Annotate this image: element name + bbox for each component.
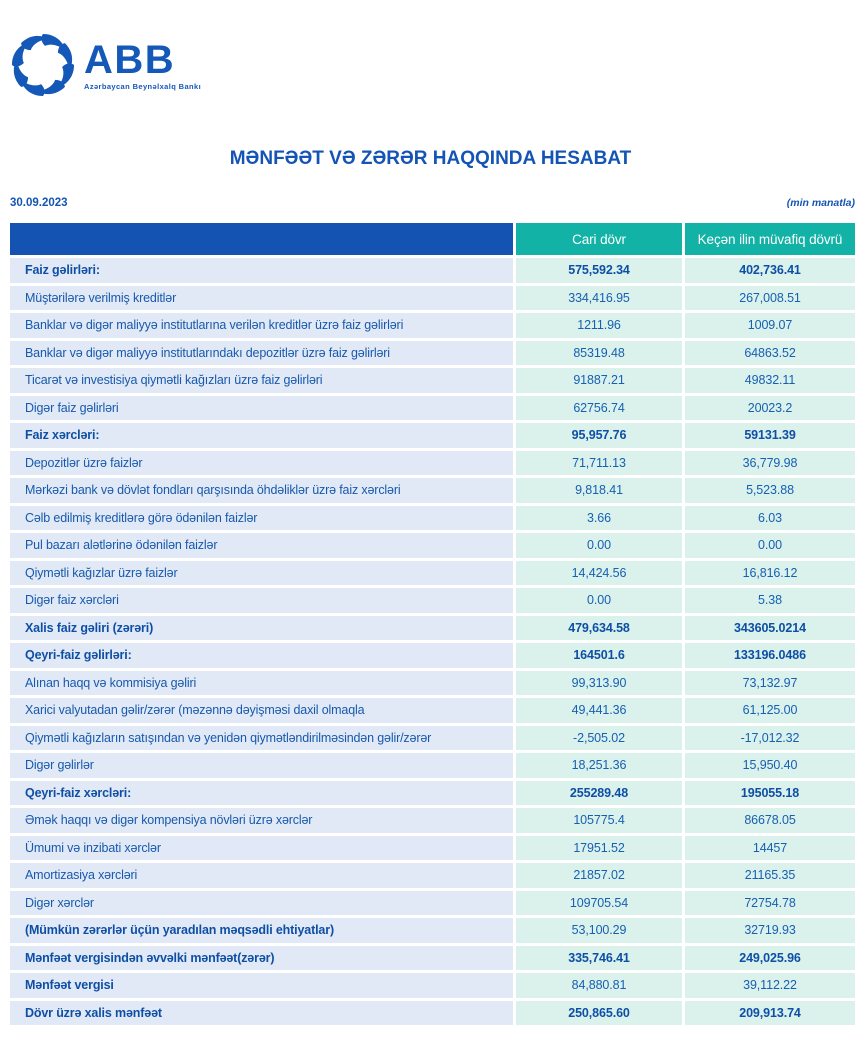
row-label: Dövr üzrə xalis mənfəət — [10, 1001, 513, 1026]
current-value-cell: 334,416.95 — [516, 286, 682, 311]
previous-value-cell: 0.00 — [685, 533, 855, 558]
table-row — [10, 698, 855, 723]
current-value-cell: 109705.54 — [516, 891, 682, 916]
table-row — [10, 753, 855, 778]
table-row — [10, 506, 855, 531]
previous-value-cell: 49832.11 — [685, 368, 855, 393]
current-value-cell: 99,313.90 — [516, 671, 682, 696]
previous-value-cell: 14457 — [685, 836, 855, 861]
table-row — [10, 671, 855, 696]
table-header-empty — [10, 223, 513, 255]
row-label: Depozitlər üzrə faizlər — [10, 451, 513, 476]
current-value-cell: 53,100.29 — [516, 918, 682, 943]
row-label: Qeyri-faiz xərcləri: — [10, 781, 513, 806]
column-header-current-period: Cari dövr — [516, 223, 682, 255]
row-label: Digər gəlirlər — [10, 753, 513, 778]
row-label: Alınan haqq və kommisiya gəliri — [10, 671, 513, 696]
previous-value-cell: 64863.52 — [685, 341, 855, 366]
previous-value-cell: 16,816.12 — [685, 561, 855, 586]
current-value-cell: 250,865.60 — [516, 1001, 682, 1026]
row-label: Ümumi və inzibati xərclər — [10, 836, 513, 861]
previous-value-cell: 59131.39 — [685, 423, 855, 448]
row-label: Digər xərclər — [10, 891, 513, 916]
previous-value-cell: 15,950.40 — [685, 753, 855, 778]
table-row — [10, 451, 855, 476]
logo-brand-text: ABB — [84, 37, 176, 82]
current-value-cell: 0.00 — [516, 533, 682, 558]
current-value-cell: 105775.4 — [516, 808, 682, 833]
row-label: Banklar və digər maliyyə institutlarına verilən kreditlər üzrə faiz gəlirləri — [10, 313, 513, 338]
previous-value-cell: 343605.0214 — [685, 616, 855, 641]
previous-value-cell: 6.03 — [685, 506, 855, 531]
row-label: Qiymətli kağızların satışından və yenidən qiymətləndirilməsindən gəlir/zərər — [10, 726, 513, 751]
current-value-cell: 85319.48 — [516, 341, 682, 366]
row-label: Xalis faiz gəliri (zərəri) — [10, 616, 513, 641]
row-label: Faiz gəlirləri: — [10, 258, 513, 283]
current-value-cell: 95,957.76 — [516, 423, 682, 448]
row-label: Digər faiz gəlirləri — [10, 396, 513, 421]
logo-subtitle-text: Azərbaycan Beynəlxalq Bankı — [84, 81, 202, 91]
row-label: Mərkəzi bank və dövlət fondları qarşısında öhdəliklər üzrə faiz xərcləri — [10, 478, 513, 503]
table-row — [10, 423, 855, 448]
table-row — [10, 561, 855, 586]
previous-value-cell: 72754.78 — [685, 891, 855, 916]
current-value-cell: 17951.52 — [516, 836, 682, 861]
row-label: Cəlb edilmiş kreditlərə görə ödənilən faizlər — [10, 506, 513, 531]
previous-value-cell: 249,025.96 — [685, 946, 855, 971]
table-body — [10, 258, 855, 1025]
row-label: Pul bazarı alətlərinə ödənilən faizlər — [10, 533, 513, 558]
table-row — [10, 973, 855, 998]
previous-value-cell: 39,112.22 — [685, 973, 855, 998]
row-label: Mənfəət vergisi — [10, 973, 513, 998]
previous-value-cell: 195055.18 — [685, 781, 855, 806]
current-value-cell: 14,424.56 — [516, 561, 682, 586]
pinwheel-swirl-icon — [10, 28, 76, 102]
previous-value-cell: 402,736.41 — [685, 258, 855, 283]
table-row — [10, 616, 855, 641]
current-value-cell: 255289.48 — [516, 781, 682, 806]
previous-value-cell: 36,779.98 — [685, 451, 855, 476]
table-row — [10, 1001, 855, 1026]
current-value-cell: 9,818.41 — [516, 478, 682, 503]
page-title: MƏNFƏƏT VƏ ZƏRƏR HAQQINDA HESABAT — [229, 148, 632, 169]
previous-value-cell: 21165.35 — [685, 863, 855, 888]
current-value-cell: 71,711.13 — [516, 451, 682, 476]
current-value-cell: 575,592.34 — [516, 258, 682, 283]
previous-value-cell: 61,125.00 — [685, 698, 855, 723]
previous-value-cell: 32719.93 — [685, 918, 855, 943]
table-row — [10, 808, 855, 833]
logo-text-block — [84, 37, 202, 91]
previous-value-cell: 267,008.51 — [685, 286, 855, 311]
row-label: Xarici valyutadan gəlir/zərər (məzənnə dəyişməsi daxil olmaqla — [10, 698, 513, 723]
table-row — [10, 478, 855, 503]
row-label: Qiymətli kağızlar üzrə faizlər — [10, 561, 513, 586]
row-label: Digər faiz xərcləri — [10, 588, 513, 613]
table-row — [10, 368, 855, 393]
table-row — [10, 533, 855, 558]
table-row — [10, 313, 855, 338]
meta-row — [10, 197, 855, 209]
current-value-cell: 335,746.41 — [516, 946, 682, 971]
previous-value-cell: 209,913.74 — [685, 1001, 855, 1026]
current-value-cell: -2,505.02 — [516, 726, 682, 751]
table-row — [10, 286, 855, 311]
profit-loss-table — [10, 223, 855, 1028]
row-label: Faiz xərcləri: — [10, 423, 513, 448]
row-label: Ticarət və investisiya qiymətli kağızları üzrə faiz gəlirləri — [10, 368, 513, 393]
current-value-cell: 479,634.58 — [516, 616, 682, 641]
current-value-cell: 21857.02 — [516, 863, 682, 888]
table-row — [10, 258, 855, 283]
table-row — [10, 836, 855, 861]
previous-value-cell: 1009.07 — [685, 313, 855, 338]
row-label: Amortizasiya xərcləri — [10, 863, 513, 888]
row-label: Müştərilərə verilmiş kreditlər — [10, 286, 513, 311]
table-header-row — [10, 223, 855, 255]
current-value-cell: 3.66 — [516, 506, 682, 531]
row-label: Banklar və digər maliyyə institutlarındakı depozitlər üzrə faiz gəlirləri — [10, 341, 513, 366]
current-value-cell: 91887.21 — [516, 368, 682, 393]
row-label: (Mümkün zərərlər üçün yaradılan məqsədli ehtiyatlar) — [10, 918, 513, 943]
current-value-cell: 0.00 — [516, 588, 682, 613]
table-row — [10, 726, 855, 751]
previous-value-cell: -17,012.32 — [685, 726, 855, 751]
current-value-cell: 164501.6 — [516, 643, 682, 668]
current-value-cell: 1211.96 — [516, 313, 682, 338]
report-date: 30.09.2023 — [10, 197, 68, 209]
currency-unit-note: (min manatla) — [786, 197, 855, 209]
row-label: Əmək haqqı və digər kompensiya növləri üzrə xərclər — [10, 808, 513, 833]
previous-value-cell: 5,523.88 — [685, 478, 855, 503]
previous-value-cell: 73,132.97 — [685, 671, 855, 696]
table-row — [10, 643, 855, 668]
current-value-cell: 49,441.36 — [516, 698, 682, 723]
table-row — [10, 588, 855, 613]
table-row — [10, 341, 855, 366]
previous-value-cell: 133196.0486 — [685, 643, 855, 668]
current-value-cell: 18,251.36 — [516, 753, 682, 778]
current-value-cell: 84,880.81 — [516, 973, 682, 998]
table-row — [10, 918, 855, 943]
previous-value-cell: 86678.05 — [685, 808, 855, 833]
table-row — [10, 863, 855, 888]
row-label: Mənfəət vergisindən əvvəlki mənfəət(zərər) — [10, 946, 513, 971]
row-label: Qeyri-faiz gəlirləri: — [10, 643, 513, 668]
current-value-cell: 62756.74 — [516, 396, 682, 421]
bank-logo — [10, 28, 201, 102]
previous-value-cell: 20023.2 — [685, 396, 855, 421]
table-row — [10, 396, 855, 421]
previous-value-cell: 5.38 — [685, 588, 855, 613]
column-header-previous-period: Keçən ilin müvafiq dövrü — [685, 223, 855, 255]
table-row — [10, 891, 855, 916]
table-row — [10, 946, 855, 971]
table-row — [10, 781, 855, 806]
